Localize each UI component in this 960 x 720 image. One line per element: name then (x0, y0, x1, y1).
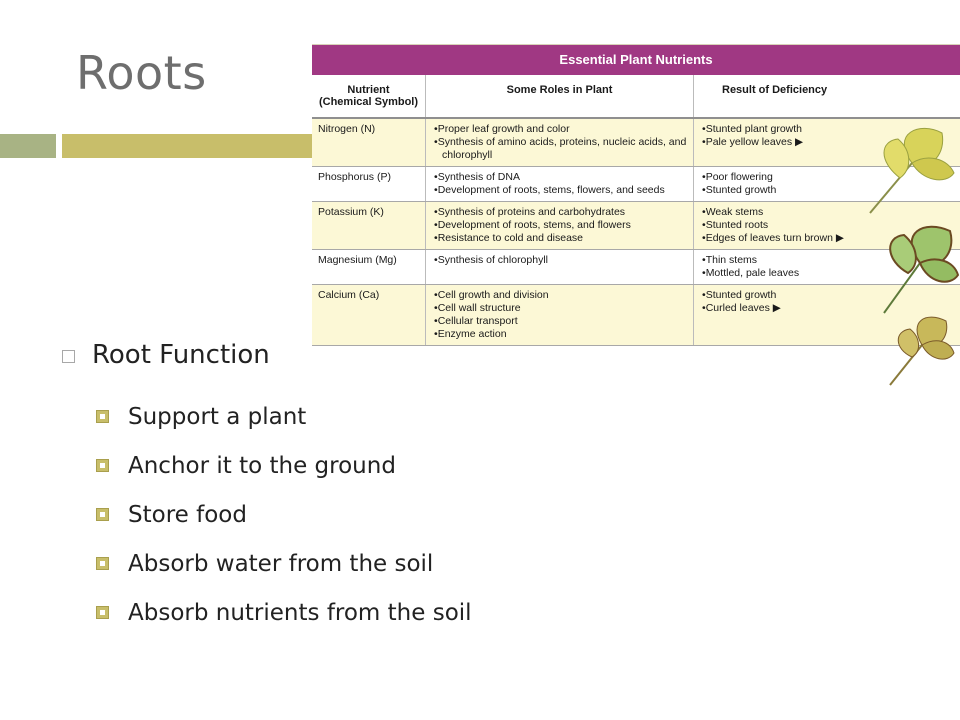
header-nutrient (312, 75, 426, 117)
square-bullet-icon (96, 459, 109, 472)
role-item: • Enzyme action (432, 328, 687, 341)
role-item: • Development of roots, stems, and flowers (432, 219, 687, 232)
nutrient-cell: Nitrogen (N) (312, 119, 426, 166)
header-deficiency: Result of Deficiency (722, 84, 828, 96)
list-item-text: Anchor it to the ground (128, 452, 396, 479)
root-function-list (96, 392, 472, 637)
role-item: • Development of roots, stems, flowers, and seeds (432, 184, 687, 197)
roles-cell (426, 119, 694, 166)
deficiency-item: • Weak stems (700, 206, 954, 219)
table-header-row (312, 75, 960, 119)
brown-edged-leaf-icon (884, 227, 958, 313)
square-bullet-icon (96, 557, 109, 570)
role-item: • Cell wall structure (432, 302, 687, 315)
deficiency-item: • Stunted plant growth (700, 123, 954, 136)
nutrient-cell: Calcium (Ca) (312, 285, 426, 345)
role-item: • Resistance to cold and disease (432, 232, 687, 245)
deficiency-item: • Stunted roots (700, 219, 954, 232)
header-nutrient-line2: (Chemical Symbol) (318, 96, 419, 108)
list-item (96, 539, 472, 588)
deficiency-item: • Edges of leaves turn brown ▶ (700, 232, 954, 245)
square-bullet-icon (96, 606, 109, 619)
roles-cell (426, 202, 694, 249)
list-item-text: Support a plant (128, 403, 307, 430)
slide-title: Roots (76, 46, 207, 100)
role-item: • Synthesis of chlorophyll (432, 254, 687, 267)
role-item: • Synthesis of amino acids, proteins, nucleic acids, and chlorophyll (432, 136, 687, 162)
hollow-square-bullet-icon (62, 350, 75, 363)
deficiency-item: • Mottled, pale leaves (700, 267, 954, 280)
bullet-root-function (62, 340, 270, 370)
list-item (96, 392, 472, 441)
list-item (96, 490, 472, 539)
role-item: • Cell growth and division (432, 289, 687, 302)
deficient-leaves-illustration (850, 123, 960, 393)
role-item: • Proper leaf growth and color (432, 123, 687, 136)
roles-cell (426, 167, 694, 201)
list-item-text: Absorb nutrients from the soil (128, 599, 472, 626)
role-item: • Synthesis of DNA (432, 171, 687, 184)
table-title: Essential Plant Nutrients (312, 45, 960, 75)
deficiency-item: • Poor flowering (700, 171, 954, 184)
header-roles: Some Roles in Plant (426, 75, 694, 117)
list-item-text: Store food (128, 501, 247, 528)
deficiency-item: • Stunted growth (700, 289, 954, 302)
list-item-text: Absorb water from the soil (128, 550, 434, 577)
nutrient-cell: Phosphorus (P) (312, 167, 426, 201)
nutrient-cell: Magnesium (Mg) (312, 250, 426, 284)
accent-bar-green (0, 134, 56, 158)
pale-yellow-leaf-icon (870, 128, 954, 213)
nutrient-cell: Potassium (K) (312, 202, 426, 249)
nutrient-table (312, 44, 960, 351)
square-bullet-icon (96, 410, 109, 423)
square-bullet-icon (96, 508, 109, 521)
curled-leaf-icon (890, 317, 954, 385)
deficiency-item: • Stunted growth (700, 184, 954, 197)
deficiency-item: • Pale yellow leaves ▶ (700, 136, 954, 149)
list-item (96, 441, 472, 490)
list-item (96, 588, 472, 637)
bullet-text: Root Function (92, 340, 270, 370)
accent-bar-khaki (62, 134, 312, 158)
role-item: • Cellular transport (432, 315, 687, 328)
role-item: • Synthesis of proteins and carbohydrates (432, 206, 687, 219)
deficiency-item: • Thin stems (700, 254, 954, 267)
header-nutrient-line1: Nutrient (347, 84, 390, 96)
deficiency-item: • Curled leaves ▶ (700, 302, 954, 315)
roles-cell (426, 285, 694, 345)
roles-cell (426, 250, 694, 284)
